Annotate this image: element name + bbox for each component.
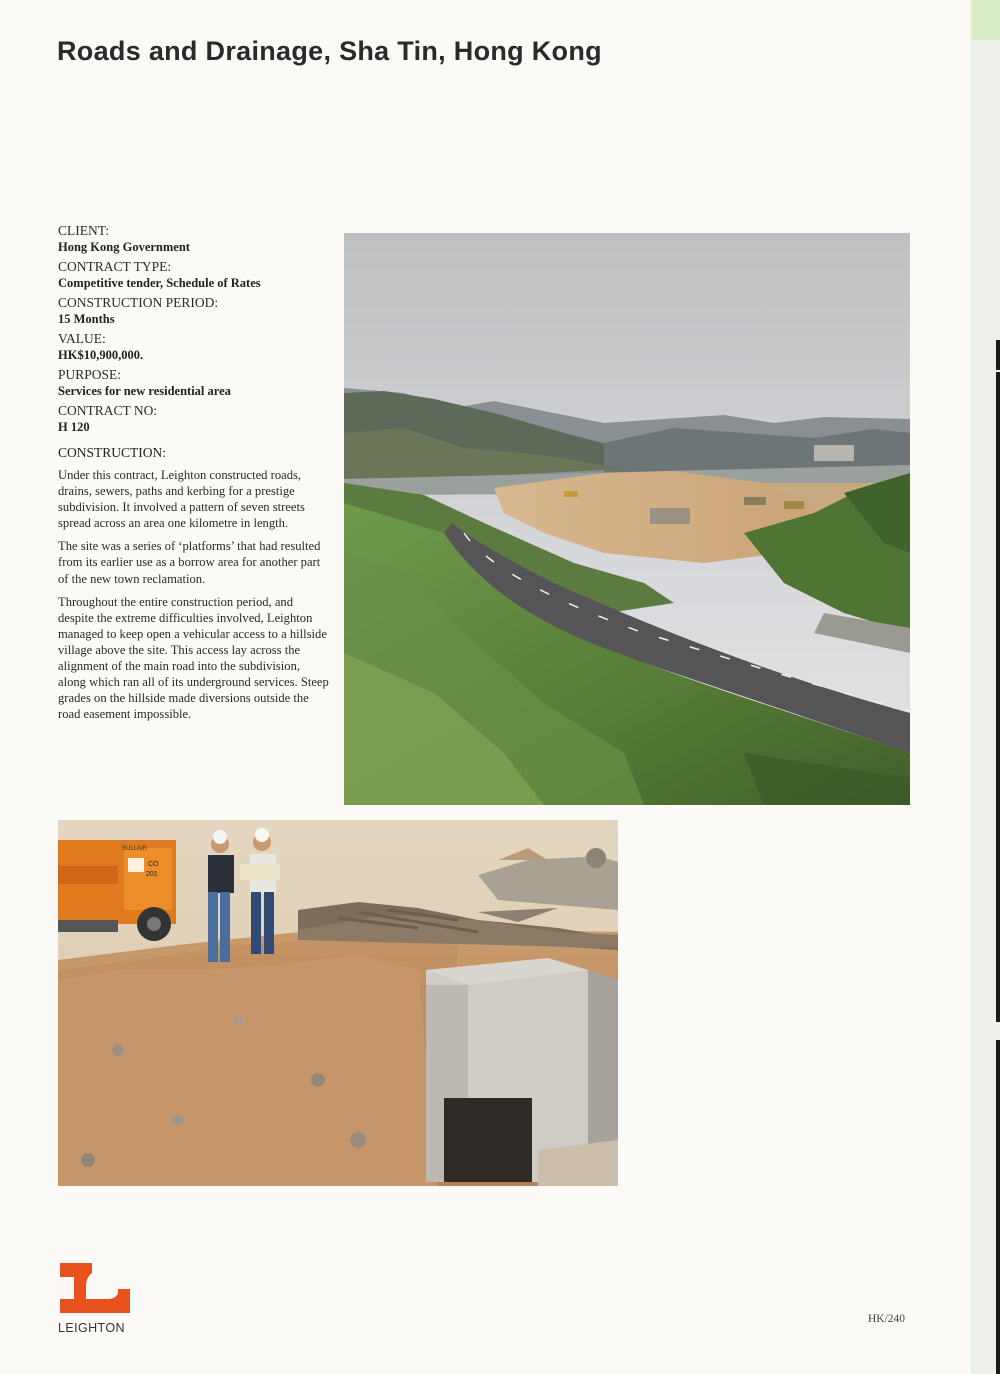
field-label: CONTRACT TYPE: <box>58 259 172 274</box>
field-value: H 120 <box>58 420 90 434</box>
field-construction-period <box>58 294 330 327</box>
edge-mark <box>996 372 1000 1022</box>
page-edge-tint <box>972 0 1000 40</box>
leighton-logo-mark-icon <box>58 1263 132 1313</box>
edge-mark <box>996 1040 1000 1374</box>
document-code: HK/240 <box>868 1313 906 1325</box>
construction-paragraph: Throughout the entire construction period, and despite the extreme difficulties involved, Leighton managed to keep open a vehicular access to a hillside village above the site. This access lay across the alignment of the main road into the subdivision, along which ran all of its underground services. Steep grades on the hillside made diversions outside the road easement impossible. <box>58 594 329 722</box>
road-valley-image <box>344 233 910 805</box>
field-label: PURPOSE: <box>58 367 122 382</box>
field-value: 15 Months <box>58 312 115 326</box>
field-value: Hong Kong Government <box>58 240 190 254</box>
field-value-amount <box>58 330 330 363</box>
machine-brand-label: SULLAIR <box>122 846 148 852</box>
leighton-logo <box>58 1263 132 1335</box>
field-label: VALUE: <box>58 331 106 346</box>
field-label: CONTRACT NO: <box>58 403 158 418</box>
field-purpose <box>58 366 330 399</box>
field-contract-type <box>58 258 330 291</box>
field-label: CONSTRUCTION PERIOD: <box>58 295 219 310</box>
photo-construction-site <box>58 820 618 1186</box>
page-title: Roads and Drainage, Sha Tin, Hong Kong <box>57 36 602 66</box>
field-value: Services for new residential area <box>58 384 231 398</box>
construction-site-image <box>58 820 618 1186</box>
field-contract-no <box>58 402 330 435</box>
field-value: Competitive tender, Schedule of Rates <box>58 276 261 290</box>
construction-section <box>58 444 330 722</box>
project-info <box>58 222 330 729</box>
construction-paragraph: Under this contract, Leighton constructed roads, drains, sewers, paths and kerbing for a prestige subdivision. It involved a pattern of seven streets spread across an area one kilometre in length. <box>58 468 305 531</box>
construction-paragraph: The site was a series of ‘platforms’ that had resulted from its earlier use as a borrow area for another part of the new town reclamation. <box>58 539 321 586</box>
field-client <box>58 222 330 255</box>
construction-heading: CONSTRUCTION: <box>58 445 167 460</box>
field-value: HK$10,900,000. <box>58 348 144 362</box>
field-label: CLIENT: <box>58 223 110 238</box>
machine-unit-label: 201 <box>146 871 158 878</box>
logo-wordmark: LEIGHTON <box>58 1321 125 1335</box>
photo-road-valley <box>344 233 910 805</box>
edge-mark <box>996 340 1000 370</box>
machine-unit-label: CO <box>148 861 159 868</box>
